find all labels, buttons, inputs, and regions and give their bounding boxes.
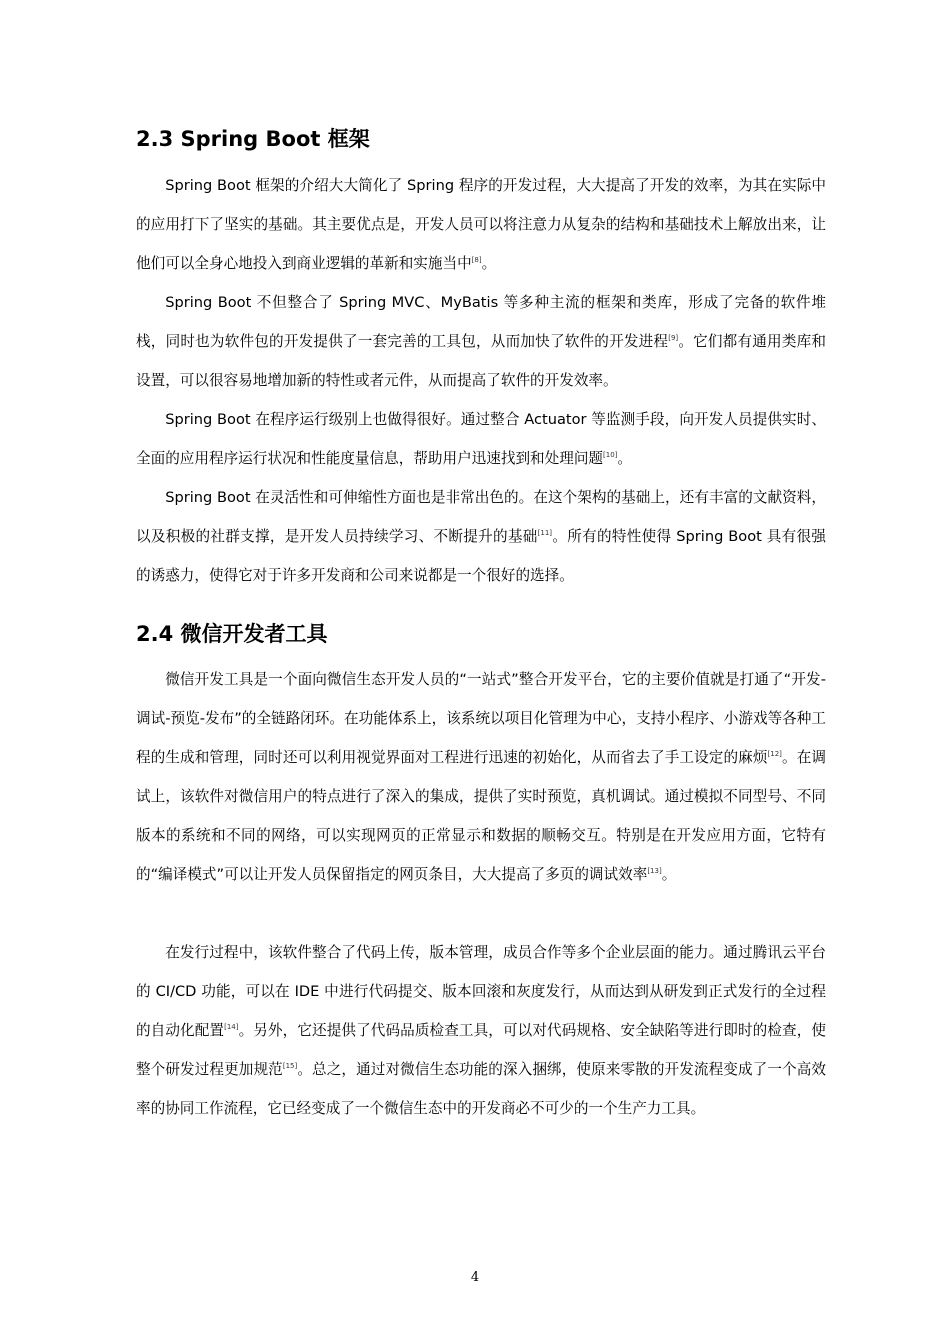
paragraph-spring-boot-integration (136, 283, 826, 400)
citation-ref: [14] (224, 1023, 239, 1031)
paragraph-text: 。总之，通过对微信生态功能的深入捆绑，使原来零散的开发流程变成了一个高效率的协同工作流程，它已经变成了一个微信生态中的开发商必不可少的一个生产力工具。 (136, 1061, 826, 1117)
paragraph-text: Spring Boot 不但整合了 Spring MVC、MyBatis 等多种主流的框架和类库，形成了完备的软件堆栈，同时也为软件包的开发提供了一套完善的工具包，从而加快了软件的开发进程 (136, 294, 826, 350)
citation-ref: [15] (282, 1062, 298, 1070)
paragraph-text: 。它们都有通用类库和设置，可以很容易地增加新的特性或者元件，从而提高了软件的开发效率。 (136, 333, 826, 389)
paragraph-text: 。另外，它还提供了代码品质检查工具，可以对代码规格、安全缺陷等进行即时的检查，使整个研发过程更加规范 (136, 1022, 826, 1078)
citation-ref: [13] (647, 867, 662, 875)
section-heading-spring-boot: 2.3 Spring Boot 框架 (136, 127, 370, 151)
paragraph-spring-boot-intro (136, 166, 826, 283)
section-heading-wechat-devtools: 2.4 微信开发者工具 (136, 622, 328, 646)
paragraph-wechat-devtools-release (136, 933, 826, 1128)
paragraph-text: Spring Boot 框架的介绍大大简化了 Spring 程序的开发过程，大大提高了开发的效率，为其在实际中的应用打下了坚实的基础。其主要优点是，开发人员可以将注意力从复杂的结构和基础技术上解放出来，让他们可以全身心地投入到商业逻辑的革新和实施当中 (136, 177, 826, 272)
paragraph-text: 。在调试上，该软件对微信用户的特点进行了深入的集成，提供了实时预览，真机调试。通过模拟不同型号、不同版本的系统和不同的网络，可以实现网页的正常显示和数据的顺畅交互。特别是在开发应用方面，它特有的“编译模式”可以让开发人员保留指定的网页条目，大大提高了多页的调试效率 (136, 749, 826, 883)
citation-ref: [11] (537, 529, 553, 537)
citation-ref: [9] (668, 334, 679, 342)
paragraph-spring-boot-flexibility (136, 478, 826, 595)
paragraph-text: 。 (617, 450, 632, 467)
paragraph-spring-boot-runtime (136, 400, 826, 478)
paragraph-text: Spring Boot 在程序运行级别上也做得很好。通过整合 Actuator 等监测手段，向开发人员提供实时、全面的应用程序运行状况和性能度量信息，帮助用户迅速找到和处理问题 (136, 411, 826, 467)
paragraph-text: Spring Boot 在灵活性和可伸缩性方面也是非常出色的。在这个架构的基础上，还有丰富的文献资料，以及积极的社群支撑，是开发人员持续学习、不断提升的基础 (136, 489, 826, 545)
paragraph-text: 。 (661, 866, 677, 883)
page-number: 4 (470, 1270, 480, 1285)
citation-ref: [10] (603, 451, 618, 459)
paragraph-text: 。所有的特性使得 Spring Boot 具有很强的诱惑力，使得它对于许多开发商和公司来说都是一个很好的选择。 (136, 528, 826, 584)
paragraph-text: 微信开发工具是一个面向微信生态开发人员的“一站式”整合开发平台，它的主要价值就是打通了“开发-调试-预览-发布”的全链路闭环。在功能体系上，该系统以项目化管理为中心，支持小程序、小游戏等各种工程的生成和管理，同时还可以利用视觉界面对工程进行迅速的初始化，从而省去了手工设定的麻烦 (136, 671, 826, 766)
citation-ref: [12] (767, 750, 782, 758)
citation-ref: [8] (471, 256, 482, 264)
paragraph-text: 在发行过程中，该软件整合了代码上传，版本管理，成员合作等多个企业层面的能力。通过腾讯云平台的 CI/CD 功能，可以在 IDE 中进行代码提交、版本回滚和灰度发行，从而达到从研发到正式发行的全过程的自动化配置 (136, 944, 826, 1039)
paragraph-text: 。 (481, 255, 497, 272)
paragraph-wechat-devtools-intro (136, 660, 826, 894)
